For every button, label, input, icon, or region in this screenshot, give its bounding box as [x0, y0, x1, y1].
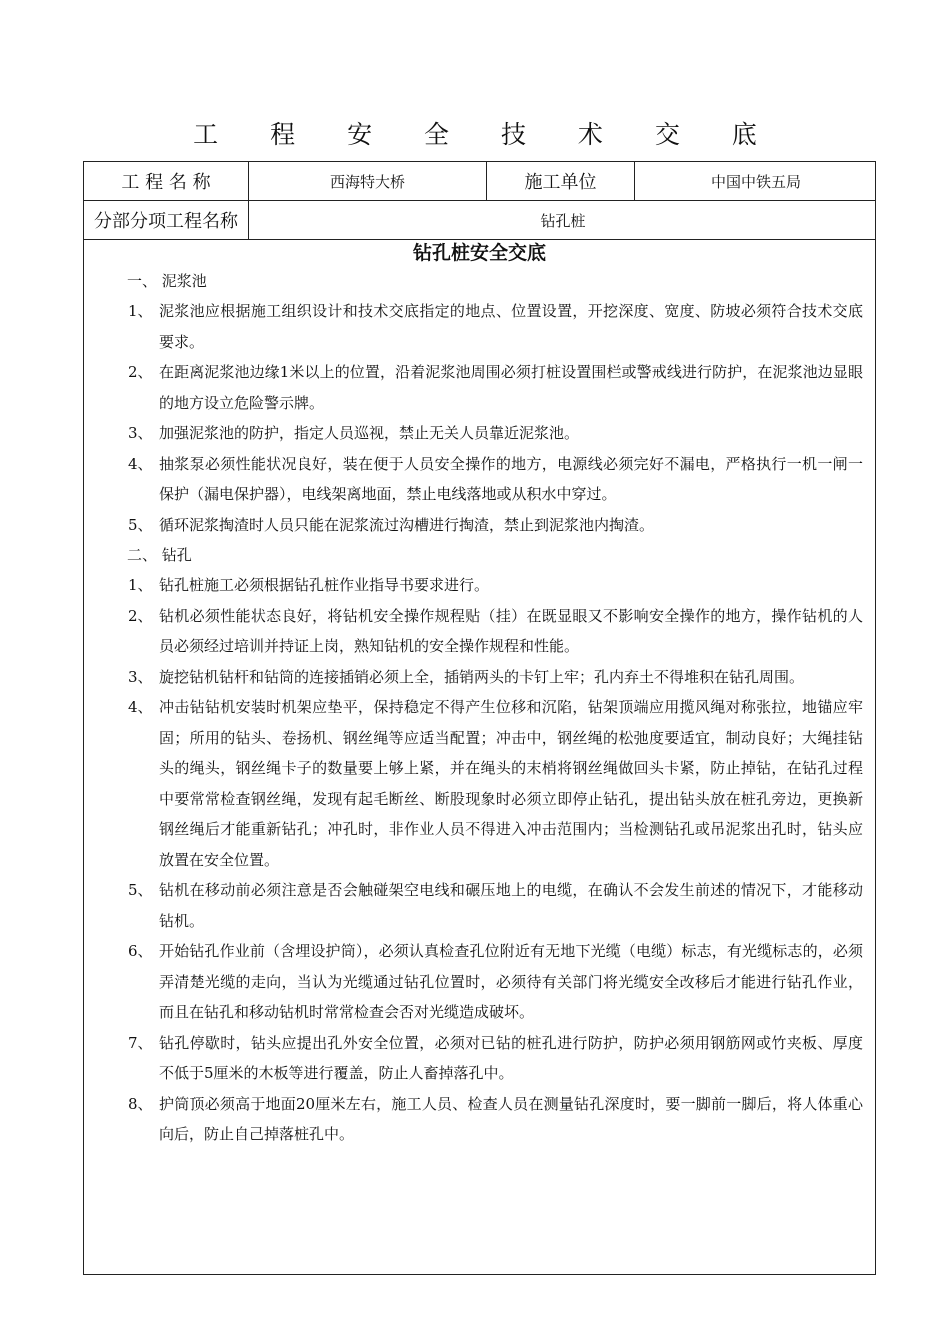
- list-item: [84, 1089, 875, 1150]
- handover-form: [83, 161, 876, 1275]
- content-body: [84, 240, 875, 1150]
- item-number: 3、: [128, 424, 153, 442]
- list-item: [84, 570, 875, 601]
- item-number: 6、: [128, 942, 153, 960]
- list-item: [84, 601, 875, 662]
- item-text: 钻孔桩施工必须根据钻孔桩作业指导书要求进行。: [159, 576, 490, 594]
- item-number: 5、: [128, 515, 153, 534]
- item-text: 在距离泥浆池边缘1米以上的位置，沿着泥浆池周围必须打桩设置围栏或警戒线进行防护，在泥浆池边显眼的地方设立危险警示牌。: [159, 363, 863, 412]
- document-title: 钻孔桩安全交底: [412, 242, 546, 264]
- list-item: [84, 418, 875, 449]
- list-item: [84, 357, 875, 418]
- list-item: [84, 1028, 875, 1089]
- construction-unit-value: 中国中铁五局: [710, 172, 801, 191]
- project-name-label: 工 程 名 称: [84, 162, 249, 200]
- item-text: 开始钻孔作业前（含埋设护筒），必须认真检查孔位附近有无地下光缆（电缆）标志，有光缆标志的，必须弄清楚光缆的走向，当认为光缆通过钻孔位置时，必须待有关部门将光缆安全改移后才能进行钻孔作业，而且在钻孔和移动钻机时常常检查会否对光缆造成破坏。: [159, 942, 863, 1021]
- header-row-subproject: [84, 201, 875, 240]
- item-text: 循环泥浆掏渣时人员只能在泥浆流过沟槽进行掏渣，禁止到泥浆池内掏渣。: [159, 515, 655, 534]
- item-number: 8、: [128, 1094, 153, 1113]
- sub-project-value: 钻孔桩: [540, 211, 586, 230]
- item-number: 4、: [128, 454, 153, 473]
- section-heading: 一、 泥浆池: [127, 272, 207, 290]
- item-number: 7、: [128, 1033, 153, 1052]
- item-text: 旋挖钻机钻杆和钻筒的连接插销必须上全，插销两头的卡钉上牢；孔内弃土不得堆积在钻孔周围。: [159, 667, 805, 686]
- list-item: [84, 662, 875, 693]
- list-item: [84, 692, 875, 875]
- list-item: [84, 875, 875, 936]
- item-number: 1、: [128, 576, 153, 594]
- item-text: 抽浆泵必须性能状况良好，装在便于人员安全操作的地方，电源线必须完好不漏电，严格执行一机一闸一保护（漏电保护器），电线架离地面，禁止电线落地或从积水中穿过。: [159, 454, 863, 503]
- item-text: 加强泥浆池的防护，指定人员巡视，禁止无关人员靠近泥浆池。: [159, 424, 580, 442]
- item-text: 泥浆池应根据施工组织设计和技术交底指定的地点、位置设置，开挖深度、宽度、防坡必须符合技术交底要求。: [159, 302, 863, 351]
- item-number: 3、: [128, 667, 153, 686]
- sub-project-label: 分部分项工程名称: [84, 201, 249, 239]
- item-text: 钻机必须性能状态良好，将钻机安全操作规程贴（挂）在既显眼又不影响安全操作的地方，操作钻机的人员必须经过培训并持证上岗，熟知钻机的安全操作规程和性能。: [159, 606, 863, 655]
- item-number: 2、: [128, 363, 153, 381]
- page-title: 工 程 安 全 技 术 交 底: [193, 120, 779, 149]
- item-text: 钻孔停歇时，钻头应提出孔外安全位置，必须对已钻的桩孔进行防护，防护必须用钢筋网或竹夹板、厚度不低于5厘米的木板等进行覆盖，防止人畜掉落孔中。: [159, 1033, 863, 1082]
- item-number: 1、: [128, 302, 153, 320]
- construction-unit-label: 施工单位: [487, 162, 635, 200]
- list-item: [84, 449, 875, 510]
- list-item: [84, 510, 875, 541]
- item-number: 4、: [128, 698, 153, 716]
- item-text: 冲击钻钻机安装时机架应垫平，保持稳定不得产生位移和沉陷，钻架顶端应用揽风绳对称张拉，地锚应牢固；所用的钻头、卷扬机、钢丝绳等应适当配置；冲击中，钢丝绳的松弛度要适宜，制动良好；大绳挂钻头的绳头，钢丝绳卡子的数量要上够上紧，并在绳头的末梢将钢丝绳做回头卡紧，防止掉钻，在钻孔过程中要常常检查钢丝绳，发现有起毛断丝、断股现象时必须立即停止钻孔，提出钻头放在桩孔旁边，更换新钢丝绳后才能重新钻孔；冲孔时，非作业人员不得进入冲击范围内；当检测钻孔或吊泥浆出孔时，钻头应放置在安全位置。: [159, 698, 863, 869]
- item-number: 5、: [128, 881, 153, 899]
- list-item: [84, 296, 875, 357]
- header-row-project: [84, 162, 875, 201]
- project-name-value: 西海特大桥: [249, 162, 487, 200]
- sections-list: [84, 266, 875, 1150]
- item-text: 钻机在移动前必须注意是否会触碰架空电线和碾压地上的电缆，在确认不会发生前述的情况下，才能移动钻机。: [159, 881, 863, 930]
- section-heading: 二、 钻孔: [127, 546, 192, 564]
- item-text: 护筒顶必须高于地面20厘米左右，施工人员、检查人员在测量钻孔深度时，要一脚前一脚后，将人体重心向后，防止自己掉落桩孔中。: [159, 1094, 863, 1143]
- item-number: 2、: [128, 606, 153, 625]
- list-item: [84, 936, 875, 1028]
